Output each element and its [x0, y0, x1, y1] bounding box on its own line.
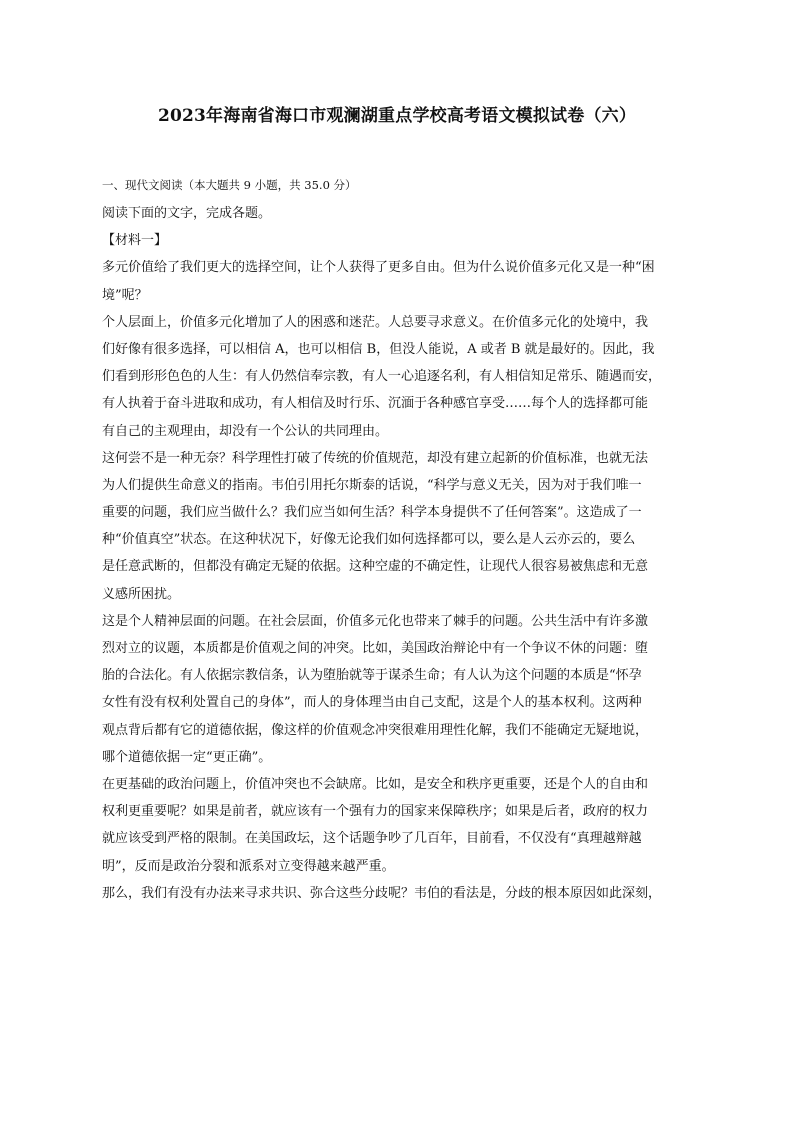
passage-line: 有人执着于奋斗进取和成功，有人相信及时行乐、沉湎于各种感官享受……每个人的选择都可能: [102, 396, 649, 412]
passage-line: 有自己的主观理由，却没有一个公认的共同理由。: [102, 423, 389, 439]
passage-line: 明”，反而是政治分裂和派系对立变得越来越严重。: [102, 858, 395, 874]
passage-line: 权利更重要呢？如果是前者，就应该有一个强有力的国家来保障秩序；如果是后者，政府的权力: [102, 804, 649, 820]
passage-line: 这何尝不是一种无奈？科学理性打破了传统的价值规范，却没有建立起新的价值标准，也就无法: [102, 450, 649, 466]
passage-line: 胎的合法化。有人依据宗教信条，认为堕胎就等于谋杀生命；有人认为这个问题的本质是“怀孕: [102, 668, 642, 684]
passage-line: 义感所困扰。: [102, 586, 181, 602]
section-header: 一、现代文阅读（本大题共 9 小题，共 35.0 分）: [102, 178, 357, 192]
passage-line: 个人层面上，价值多元化增加了人的困惑和迷茫。人总要寻求意义。在价值多元化的处境中，我: [102, 314, 649, 330]
passage-line: 就应该受到严格的限制。在美国政坛，这个话题争吵了几百年，目前看，不仅没有“真理越辩越: [102, 831, 642, 847]
passage-line: 女性有没有权利处置自己的身体”，而人的身体理当由自己支配，这是个人的基本权利。这两种: [102, 695, 642, 711]
passage-line: 境”呢？: [102, 287, 148, 303]
document-title: 2023年海南省海口市观澜湖重点学校高考语文模拟试卷（六）: [157, 106, 637, 126]
passage-line: 【材料一】: [102, 233, 168, 249]
passage-line: 在更基础的政治问题上，价值冲突也不会缺席。比如，是安全和秩序更重要，还是个人的自由和: [102, 776, 649, 792]
passage-line: 为人们提供生命意义的指南。韦伯引用托尔斯泰的话说，“科学与意义无关，因为对于我们唯一: [102, 477, 642, 493]
passage-line: 阅读下面的文字，完成各题。: [102, 206, 272, 221]
passage-line: 多元价值给了我们更大的选择空间，让个人获得了更多自由。但为什么说价值多元化又是一种“困: [102, 260, 655, 276]
passage-line: 种“价值真空”状态。在这种状况下，好像无论我们如何选择都可以，要么是人云亦云的，要么: [102, 532, 636, 548]
passage-line: 们好像有很多选择，可以相信 A，也可以相信 B，但没人能说，A 或者 B 就是最好的。因此，我: [102, 341, 655, 357]
passage-line: 观点背后都有它的道德依据，像这样的价值观念冲突很难用理性化解，我们不能确定无疑地说，: [102, 722, 649, 738]
passage-line: 重要的问题，我们应当做什么？我们应当如何生活？科学本身提供不了任何答案”。这造成了一: [102, 505, 642, 521]
passage-line: 这是个人精神层面的问题。在社会层面，价值多元化也带来了棘手的问题。公共生活中有许多激: [102, 613, 649, 629]
passage-line: 是任意武断的，但都没有确定无疑的依据。这种空虚的不确定性，让现代人很容易被焦虑和无意: [102, 559, 649, 575]
passage-line: 烈对立的议题，本质都是价值观之间的冲突。比如，美国政治辩论中有一个争议不休的问题：堕: [102, 641, 649, 656]
passage-text: [102, 200, 704, 907]
passage-line: 那么，我们有没有办法来寻求共识、弥合这些分歧呢？韦伯的看法是，分歧的根本原因如此深刻，: [102, 885, 662, 901]
passage-line: 哪个道德依据一定“更正确”。: [102, 749, 272, 765]
passage-line: 们看到形形色色的人生：有人仍然信奉宗教，有人一心追逐名利，有人相信知足常乐、随遇而安，: [102, 369, 662, 385]
